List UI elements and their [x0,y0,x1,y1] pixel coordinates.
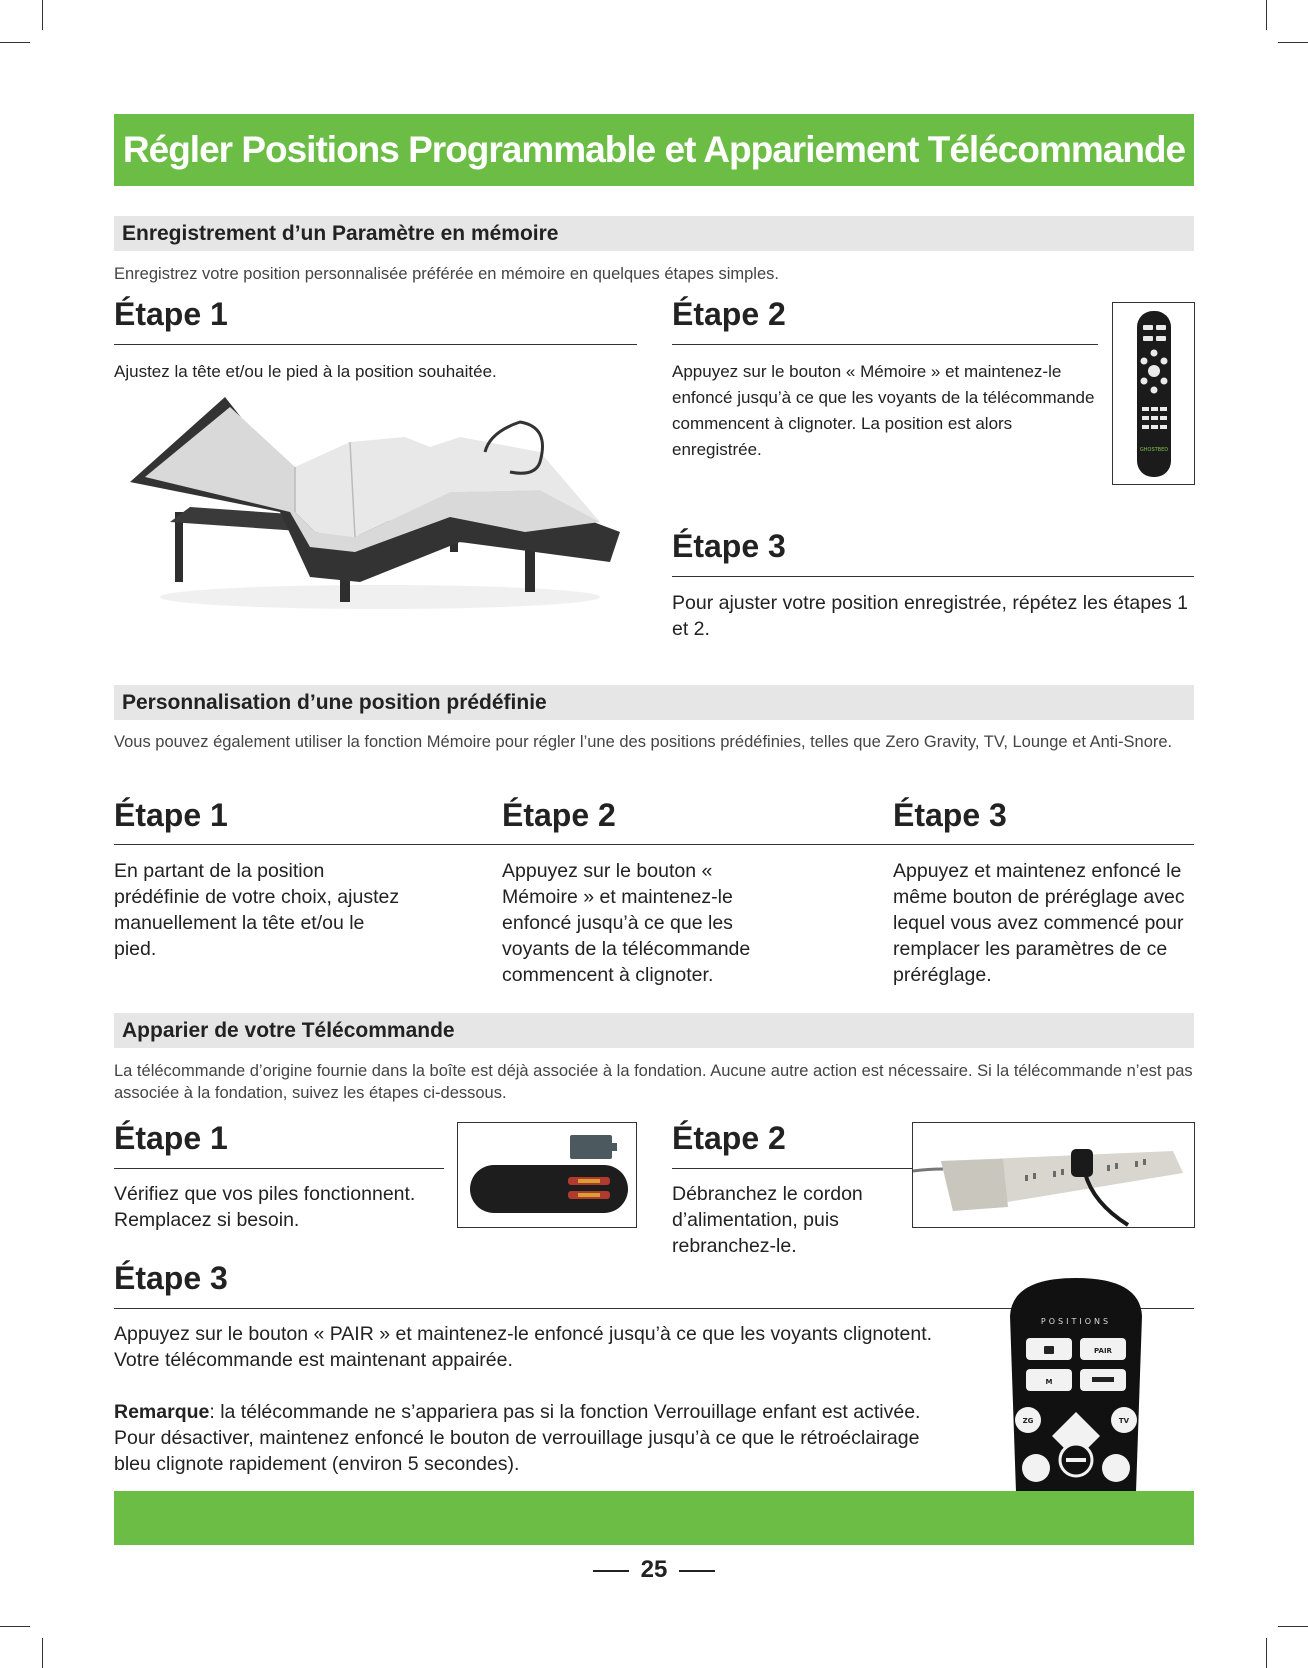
section-intro-pairing: La télécommande d’origine fournie dans la boîte est déjà associée à la fondation. Aucune autre action est nécessaire. Si la télécommande n’est pas associée à la fondation, suivez les étapes ci-dessous. [114,1062,1193,1102]
step-title: Étape 2 [502,797,616,833]
page-title: Régler Positions Programmable et Appariement Télécommande [114,114,1194,186]
divider [672,1168,912,1169]
step-title: Étape 3 [893,797,1007,833]
divider [672,576,1194,577]
crop-mark [1266,1638,1267,1668]
step-title: Étape 3 [114,1260,228,1296]
crop-mark [0,42,30,43]
section-intro-preset: Vous pouvez également utiliser la fonction Mémoire pour régler l’une des positions prédéfinies, telles que Zero Gravity, TV, Lounge et Anti-Snore. [114,733,1173,751]
step-title: Étape 1 [114,1120,228,1156]
step-title: Étape 2 [672,296,786,332]
step-title: Étape 3 [672,528,786,564]
remote-tv-label: TV [1118,1417,1130,1425]
crop-mark [42,0,43,30]
section-heading-preset: Personnalisation d’une position prédéfinie [114,685,1194,720]
remote-positions-label: POSITIONS [1040,1317,1112,1326]
step-text: Appuyez et maintenez enfoncé le même bouton de préréglage avec lequel vous avez commencé pour remplacer les paramètres de ce préréglage. [893,860,1185,986]
note-label: Remarque [114,1401,210,1423]
section-heading-memory: Enregistrement d’un Paramètre en mémoire [114,216,1194,251]
step-title: Étape 1 [114,296,228,332]
crop-mark [42,1638,43,1668]
crop-mark [0,1626,30,1627]
step-text: Appuyez sur le bouton « Mémoire » et maintenez-le enfoncé jusqu’à ce que les voyants de la télécommande commencent à clignoter. [502,860,751,986]
footer-bar [114,1491,1194,1545]
step-title: Étape 1 [114,797,228,833]
step-text: En partant de la position prédéfinie de votre choix, ajustez manuellement la tête et/ou le pied. [114,860,400,960]
note-text: : la télécommande ne s’appariera pas si la fonction Verrouillage enfant est activée. Pour désactiver, maintenez enfoncé le bouton de verrouillage jusqu’à ce que le rétroéclairage bleu clignote rapidement (environ 5 secondes). [114,1401,921,1475]
battery-compartment-image [457,1122,637,1228]
step-text: Appuyez sur le bouton « Mémoire » et maintenez-le enfoncé jusqu’à ce que les voyants de la télécommande commencent à clignoter. La position est alors enregistrée. [672,362,1095,459]
step-text: Ajustez la tête et/ou le pied à la position souhaitée. [114,362,497,381]
page-number-value: 25 [640,1556,668,1583]
section-heading-pairing: Apparier de votre Télécommande [114,1013,1194,1048]
adjustable-bed-image [130,392,630,622]
pairing-note [114,1399,944,1477]
section-intro-memory: Enregistrez votre position personnalisée préférée en mémoire en quelques étapes simples. [114,265,779,283]
divider [114,344,637,345]
remote-brand-logo: GHOSTBED [1139,447,1169,453]
divider [672,344,1098,345]
step-text: Débranchez le cordon d’alimentation, puis rebranchez-le. [672,1183,863,1257]
pairing-remote-image [1002,1276,1150,1492]
step-text: Appuyez sur le bouton « PAIR » et maintenez-le enfoncé jusqu’à ce que les voyants clignotent. Votre télécommande est maintenant appairée. [114,1323,933,1371]
power-strip-image [912,1122,1195,1228]
remote-pair-label: PAIR [1094,1347,1112,1355]
remote-control-image [1112,302,1195,485]
step-text: Vérifiez que vos piles fonctionnent. Remplacez si besoin. [114,1183,416,1231]
remote-m-label: M [1045,1378,1053,1386]
step-text: Pour ajuster votre position enregistrée, répétez les étapes 1 et 2. [672,592,1188,640]
crop-mark [1278,1626,1308,1627]
divider [114,844,1194,845]
step-title: Étape 2 [672,1120,786,1156]
remote-zg-label: ZG [1022,1417,1034,1425]
divider [114,1168,444,1169]
crop-mark [1278,42,1308,43]
crop-mark [1266,0,1267,30]
page-number [0,1556,1308,1584]
